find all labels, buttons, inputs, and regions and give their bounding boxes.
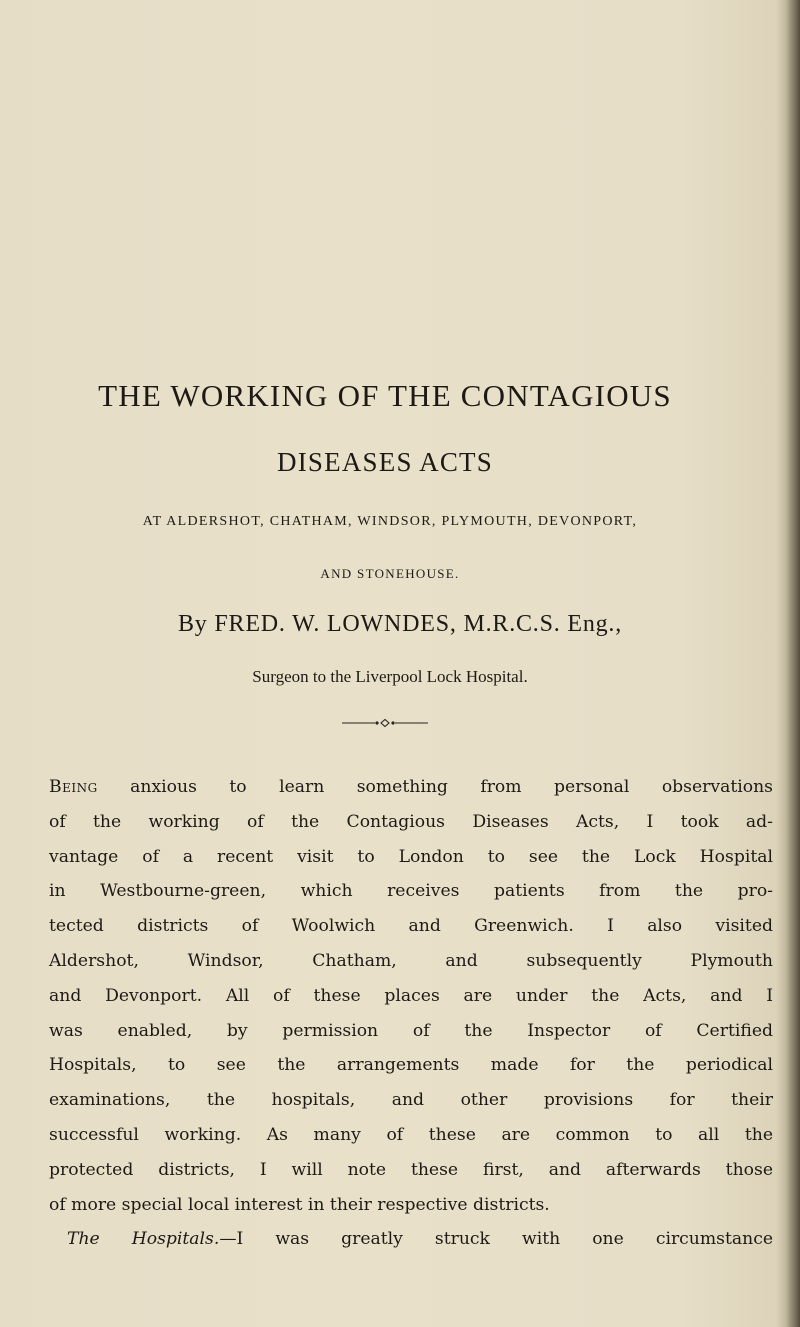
title-line-2: DISEASES ACTS [277,447,493,477]
body-line-9: Hospitals, to see the arrangements made for the periodical [49,1055,773,1076]
body-line-8: was enabled, by permission of the Inspector of Certified [49,1020,773,1041]
body-line-2: of the working of the Contagious Diseases Acts, I took ad- [49,811,773,832]
body-line-12: protected districts, I will note these first, and afterwards those [49,1159,773,1180]
body-line-1-text: anxious to learn something from personal observations [130,777,773,797]
section-line [49,1222,773,1257]
body-line-11: successful working. As many of these are common to all the [49,1124,773,1145]
places-line-2: AND STONEHOUSE. [320,566,460,581]
places-line-1: AT ALDERSHOT, CHATHAM, WINDSOR, PLYMOUTH, DEVONPORT, [142,514,638,529]
paragraph-lead-word: Being [49,777,98,797]
body-paragraph [49,770,773,1257]
author-affiliation: Surgeon to the Liverpool Lock Hospital. [252,667,528,686]
ornamental-divider [342,718,428,728]
body-line-10: examinations, the hospitals, and other provisions for their [49,1090,773,1111]
section-heading: The Hospitals. [67,1229,220,1250]
page-edge-shadow [786,0,800,1327]
body-line-6: Aldershot, Windsor, Chatham, and subsequently Plymouth [49,950,773,971]
body-line-1 [49,770,773,805]
author-line: By FRED. W. LOWNDES, M.R.C.S. Eng., [177,611,623,637]
section-text: —I was greatly struck with one circumstance [219,1229,773,1250]
body-line-5: tected districts of Woolwich and Greenwich. I also visited [49,916,773,937]
body-line-13: of more special local interest in their respective districts. [49,1194,550,1215]
title-line-1: THE WORKING OF THE CONTAGIOUS [98,378,672,413]
body-line-4: in Westbourne-green, which receives patients from the pro- [49,881,773,902]
body-line-3: vantage of a recent visit to London to see the Lock Hospital [49,846,773,867]
body-line-7: and Devonport. All of these places are under the Acts, and I [49,985,773,1006]
